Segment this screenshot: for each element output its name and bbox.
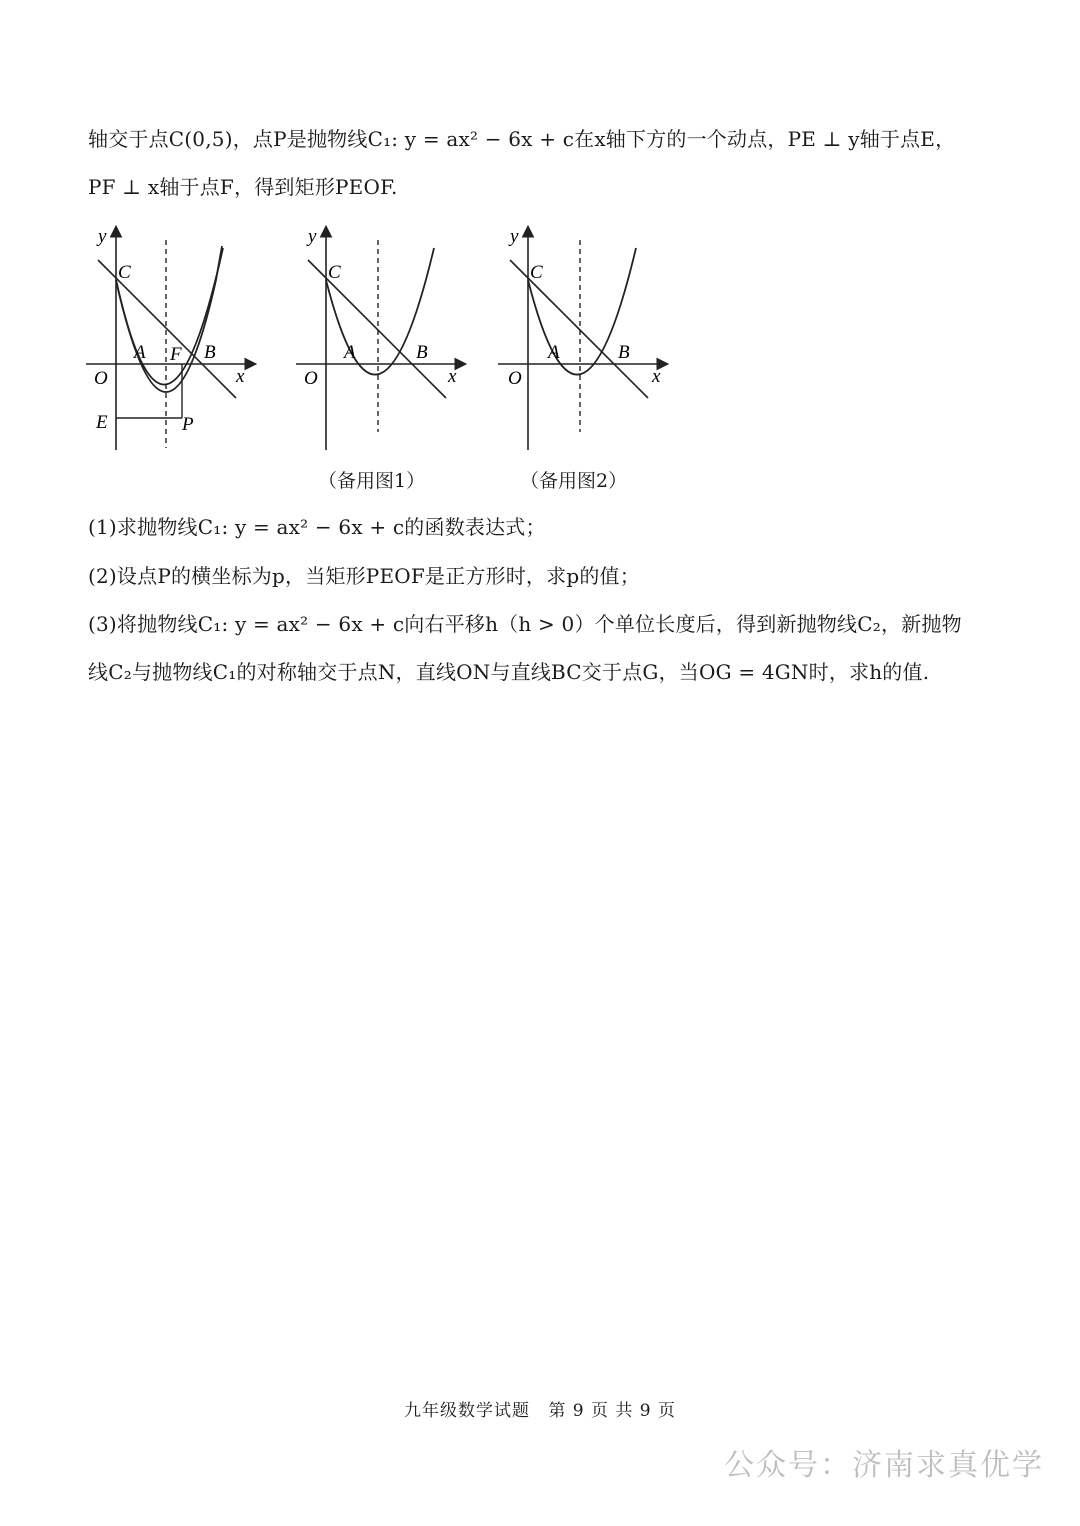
figure-backup-2 [498, 222, 678, 456]
x-axis-label: x [448, 366, 457, 387]
question-3-line-1: (3)将抛物线C₁: y = ax² − 6x + c向右平移h（h > 0）个单位长度后，得到新抛物线C₂，新抛物 [88, 612, 962, 636]
point-a-label: A [548, 342, 560, 363]
point-b-label: B [204, 342, 216, 363]
problem-line-2: PF ⊥ x轴于点F，得到矩形PEOF. [88, 175, 398, 199]
question-2: (2)设点P的横坐标为p，当矩形PEOF是正方形时，求p的值； [88, 564, 640, 588]
page-footer [0, 1396, 1080, 1421]
figure-backup-1 [296, 222, 476, 456]
y-axis-label: y [98, 226, 107, 247]
question-3-line-2: 线C₂与抛物线C₁的对称轴交于点N，直线ON与直线BC交于点G，当OG = 4GN时，求h的值. [88, 660, 930, 684]
origin-label: O [304, 368, 318, 389]
point-c-label: C [530, 262, 543, 283]
point-f-label: F [170, 344, 182, 365]
point-b-label: B [416, 342, 428, 363]
problem-line-1: 轴交于点C(0,5)，点P是抛物线C₁: y = ax² − 6x + c在x轴下方的一个动点，PE ⊥ y轴于点E， [88, 127, 956, 151]
origin-label: O [94, 368, 108, 389]
point-c-label: C [328, 262, 341, 283]
x-axis-label: x [236, 366, 245, 387]
watermark: 公众号：济南求真优学 [724, 1448, 1044, 1483]
footer-subject: 九年级数学试题 [403, 1401, 530, 1421]
y-axis-label: y [308, 226, 317, 247]
footer-page-number: 第 9 页 共 9 页 [548, 1401, 677, 1421]
point-e-label: E [96, 412, 108, 433]
point-a-label: A [134, 342, 146, 363]
figure-main [86, 222, 266, 456]
origin-label: O [508, 368, 522, 389]
point-c-label: C [118, 262, 131, 283]
question-1: (1)求抛物线C₁: y = ax² − 6x + c的函数表达式； [88, 515, 546, 539]
caption-backup-2: （备用图2） [520, 470, 628, 492]
caption-backup-1: （备用图1） [318, 470, 426, 492]
x-axis-label: x [652, 366, 661, 387]
point-b-label: B [618, 342, 630, 363]
point-p-label: P [182, 414, 194, 435]
y-axis-label: y [510, 226, 519, 247]
point-a-label: A [344, 342, 356, 363]
